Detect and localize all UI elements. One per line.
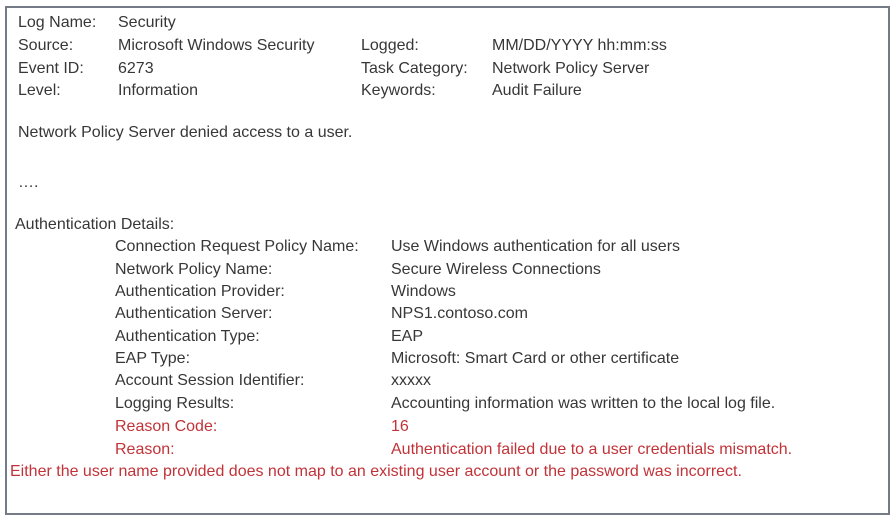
detail-row-authentication-server — [7, 303, 888, 325]
detail-value: EAP — [391, 328, 424, 345]
source-value: Microsoft Windows Security — [118, 37, 315, 54]
detail-label: Account Session Identifier: — [115, 372, 305, 389]
header-row-event-id — [7, 58, 888, 80]
detail-value: Windows — [391, 283, 456, 300]
detail-value: Use Windows authentication for all users — [391, 238, 681, 255]
detail-value: Accounting information was written to the local log file. — [391, 395, 776, 412]
logged-label: Logged: — [361, 37, 419, 54]
header-row-source — [7, 35, 888, 57]
header-row-log-name — [7, 12, 888, 34]
detail-value: Secure Wireless Connections — [391, 261, 601, 278]
detail-row-eap-type — [7, 348, 888, 370]
logged-value: MM/DD/YYYY hh:mm:ss — [492, 37, 667, 54]
reason-detail-text: Either the user name provided does not map to an existing user account or the password was incorrect. — [10, 463, 742, 480]
detail-label: Connection Request Policy Name: — [115, 238, 359, 255]
detail-label: Authentication Type: — [115, 328, 260, 345]
detail-label: Authentication Provider: — [115, 283, 285, 300]
detail-label: Authentication Server: — [115, 305, 273, 322]
task-category-label: Task Category: — [361, 60, 468, 77]
detail-value: xxxxx — [391, 372, 431, 389]
level-value: Information — [118, 82, 199, 99]
header-row-level — [7, 80, 888, 102]
detail-row-account-session-identifier — [7, 370, 888, 392]
detail-value: 16 — [391, 418, 409, 435]
detail-row-logging-results — [7, 393, 888, 415]
log-name-value: Security — [118, 14, 176, 31]
authentication-details-row — [7, 214, 888, 236]
detail-value: NPS1.contoso.com — [391, 305, 528, 322]
source-label: Source: — [18, 37, 74, 54]
detail-row-reason-code — [7, 416, 888, 438]
detail-row-connection-request-policy — [7, 236, 888, 258]
reason-detail-row — [7, 461, 888, 483]
detail-row-authentication-type — [7, 326, 888, 348]
detail-row-reason — [7, 439, 888, 461]
detail-row-network-policy-name — [7, 259, 888, 281]
detail-label: Network Policy Name: — [115, 261, 273, 278]
detail-label: Logging Results: — [115, 395, 235, 412]
event-id-label: Event ID: — [18, 60, 84, 77]
detail-label: Reason Code: — [115, 418, 218, 435]
level-label: Level: — [18, 82, 61, 99]
detail-value: Authentication failed due to a user credentials mismatch. — [391, 441, 793, 458]
log-name-label: Log Name: — [18, 14, 97, 31]
task-category-value: Network Policy Server — [492, 60, 650, 77]
detail-label: EAP Type: — [115, 350, 191, 367]
event-description-row — [7, 122, 888, 144]
event-log-panel — [5, 6, 890, 515]
authentication-details-heading: Authentication Details: — [15, 216, 175, 233]
omitted-content-ellipsis: …. — [18, 174, 39, 191]
keywords-label: Keywords: — [361, 82, 436, 99]
event-id-value: 6273 — [118, 60, 154, 77]
keywords-value: Audit Failure — [492, 82, 582, 99]
detail-value: Microsoft: Smart Card or other certificate — [391, 350, 680, 367]
detail-label: Reason: — [115, 441, 175, 458]
event-description: Network Policy Server denied access to a user. — [18, 124, 353, 141]
detail-row-authentication-provider — [7, 281, 888, 303]
omitted-content-row — [7, 172, 888, 194]
